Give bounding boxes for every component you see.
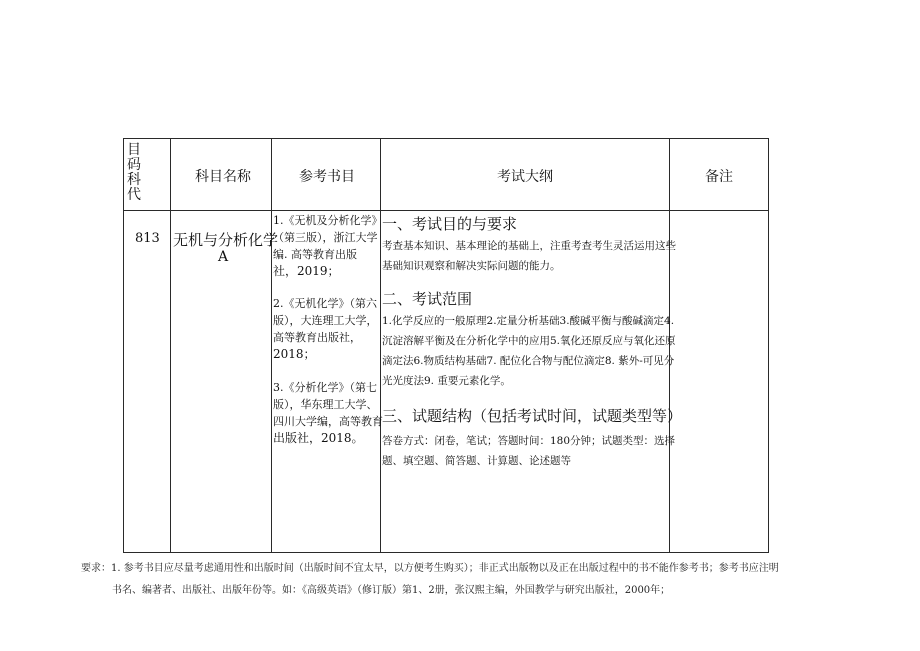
subject-name-suffix: A [218, 249, 229, 265]
syllabus-section-2-body: 1.化学反应的一般原理2.定量分析基础3.酸碱平衡与酸碱滴定4. 沉淀溶解平衡及在分析化学中的应用5.氧化还原反应与氧化还原 滴定法6.物质结构基础7. 配位化合物与配位滴定8. 紫外-可见分 光光度法9. 重要元素化学。 [382, 315, 676, 387]
column-divider [380, 138, 381, 553]
subject-code: 813 [135, 231, 160, 246]
requirements-note-line-2: 书名、编著者、出版社、出版年份等。如：《高级英语》（修订版）第1、2册，张汉熙主编，外国教学与研究出版社，2000年； [112, 585, 671, 596]
header-remarks: 备注 [705, 169, 733, 185]
syllabus-section-3-body: 答卷方式：闭卷，笔试；答题时间：180分钟；试题类型：选择 题、填空题、简答题、计算题、论述题等 [382, 435, 676, 467]
reference-book-2: 2.《无机化学》（第六 版），大连理工大学， 高等教育出版社， 2018； [273, 297, 378, 361]
subject-name: 无机与分析化学 [173, 231, 279, 249]
requirements-note-line-1: 要求：1. 参考书目应尽量考虑通用性和出版时间（出版时间不宜太早，以方便考生购买）；非正式出版物以及正在出版过程中的书不能作参考书；参考书应注明 [81, 563, 779, 574]
exam-syllabus-table [123, 138, 769, 553]
header-reference-books: 参考书目 [299, 169, 355, 185]
syllabus-section-3-title: 三、试题结构（包括考试时间，试题类型等） [382, 407, 683, 425]
table-border-right [768, 138, 769, 553]
column-divider [271, 138, 272, 553]
header-subject-code: 目码科代 [127, 142, 141, 203]
header-divider [123, 210, 769, 211]
table-border-bottom [123, 552, 769, 553]
header-exam-syllabus: 考试大纲 [497, 169, 553, 185]
reference-book-1: 1.《无机及分析化学》 （第三版），浙江大学 编. 高等教育出版 社，2019； [273, 214, 383, 278]
header-subject-name: 科目名称 [195, 169, 251, 185]
syllabus-section-1-body: 考查基本知识、基本理论的基础上，注重考查考生灵活运用这些 基础知识观察和解决实际问题的能力。 [382, 240, 676, 272]
syllabus-section-1-title: 一、考试目的与要求 [382, 215, 518, 233]
table-border-top [123, 138, 769, 139]
syllabus-section-2-title: 二、考试范围 [382, 290, 473, 308]
column-divider [170, 138, 171, 553]
reference-book-3: 3.《分析化学》（第七 版），华东理工大学、 四川大学编，高等教育 出版社，2018。 [273, 381, 383, 445]
table-border-left [123, 138, 124, 553]
